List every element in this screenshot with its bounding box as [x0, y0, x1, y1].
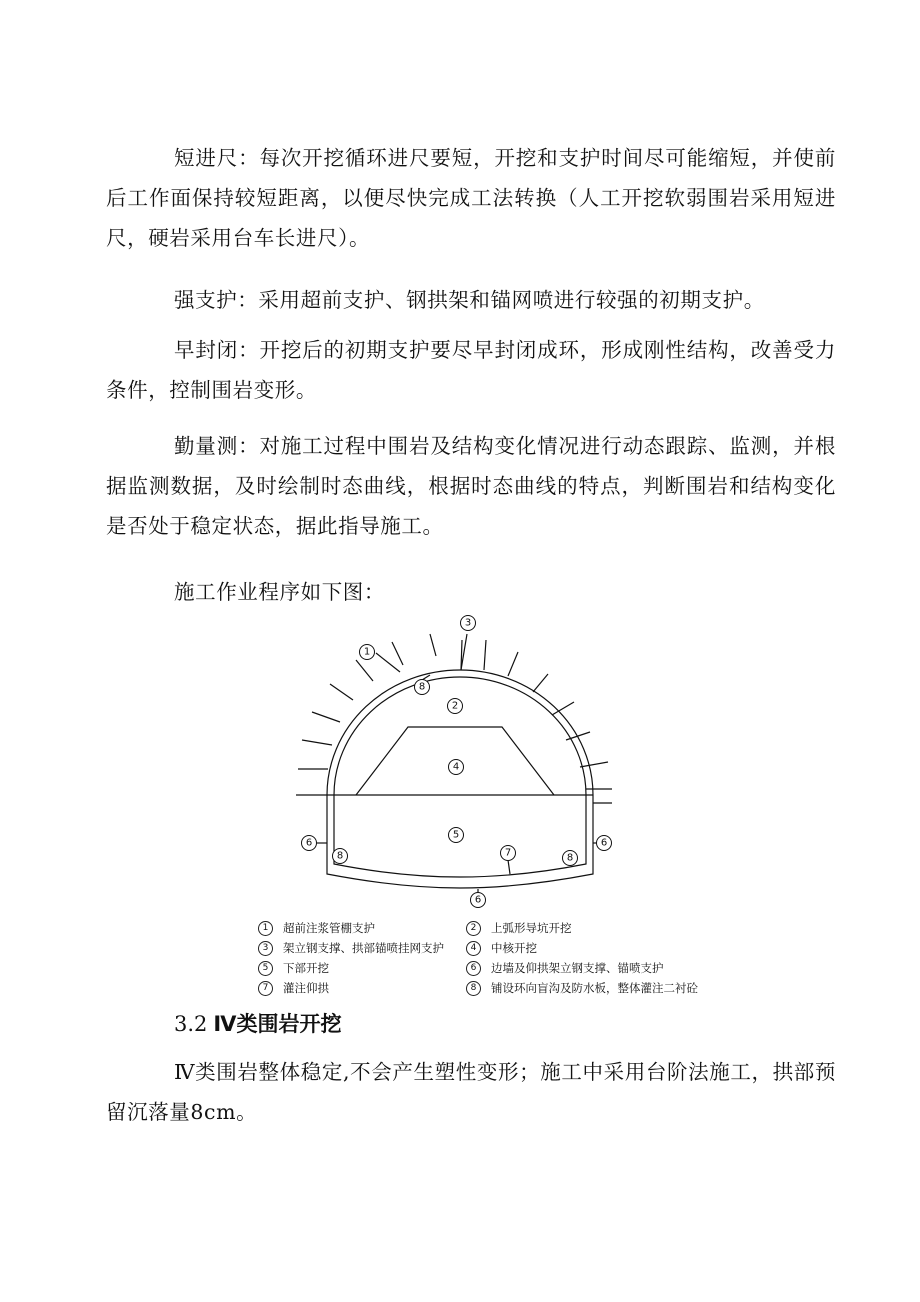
paragraph-short-advance: 短进尺：每次开挖循环进尺要短，开挖和支护时间尽可能缩短，并使前后工作面保持较短距离，以便尽快完成工法转换（人工开挖软弱围岩采用短进尺，硬岩采用台车长进尺）。 [106, 146, 836, 250]
marker-5: 5 [452, 829, 460, 841]
marker-8-top: 8 [418, 681, 426, 693]
paragraph-class-iv-rock: Ⅳ类围岩整体稳定,不会产生塑性变形；施工中采用台阶法施工，拱部预留沉落量8cm。 [106, 1060, 836, 1124]
legend-item: 6 边墙及仰拱架立钢支撑、锚喷支护 [466, 960, 664, 976]
marker-6-left: 6 [305, 837, 313, 849]
marker-8-right: 8 [566, 852, 574, 864]
legend-item: 7 灌注仰拱 [258, 980, 329, 996]
tunnel-excavation-diagram [290, 612, 630, 912]
paragraph-frequent-measurement: 勤量测：对施工过程中围岩及结构变化情况进行动态跟踪、监测，并根据监测数据，及时绘制时态曲线，根据时态曲线的特点，判断围岩和结构变化是否处于稳定状态，据此指导施工。 [106, 434, 836, 538]
legend-item: 4 中核开挖 [466, 940, 537, 956]
marker-6-bottom: 6 [474, 894, 482, 906]
paragraph-procedure-intro: 施工作业程序如下图： [174, 580, 385, 604]
marker-4: 4 [452, 761, 460, 773]
section-number: 3.2 [174, 1012, 208, 1036]
marker-1: 1 [363, 646, 371, 658]
paragraph-strong-support: 强支护：采用超前支护、钢拱架和锚网喷进行较强的初期支护。 [174, 288, 765, 312]
marker-2: 2 [451, 700, 459, 712]
marker-6-right: 6 [600, 837, 608, 849]
marker-8-left: 8 [336, 850, 344, 862]
legend-item: 8 铺设环向盲沟及防水板，整体灌注二衬砼 [466, 980, 698, 996]
legend-item: 1 超前注浆管棚支护 [258, 920, 375, 936]
section-heading [174, 1008, 341, 1038]
legend-item: 3 架立钢支撑、拱部锚喷挂网支护 [258, 940, 444, 956]
marker-3: 3 [464, 617, 472, 629]
legend-item: 5 下部开挖 [258, 960, 329, 976]
paragraph-early-closure: 早封闭：开挖后的初期支护要尽早封闭成环，形成刚性结构，改善受力条件，控制围岩变形。 [106, 338, 836, 402]
legend-item: 2 上弧形导坑开挖 [466, 920, 572, 936]
marker-7: 7 [504, 847, 512, 859]
section-title: Ⅳ类围岩开挖 [213, 1012, 342, 1036]
